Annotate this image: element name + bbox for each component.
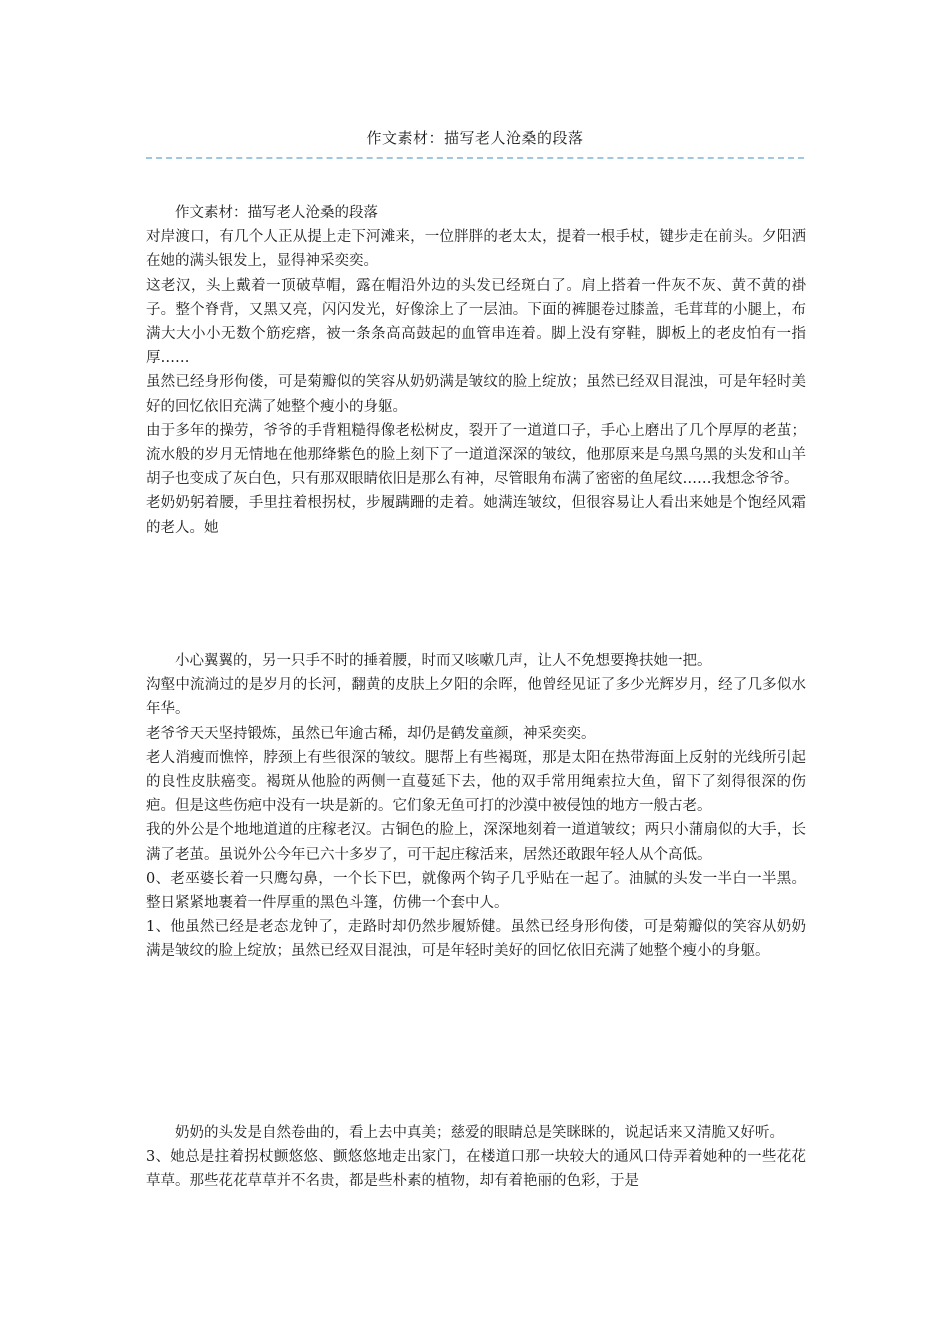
paragraph: 我的外公是个地地道道的庄稼老汉。古铜色的脸上，深深地刻着一道道皱纹；两只小蒲扇似的大手，长满了老茧。虽说外公今年已六十多岁了，可干起庄稼活来，居然还敢跟年轻人从个高低。 [146, 822, 806, 863]
paragraph: 0、老巫婆长着一只鹰勾鼻，一个长下巴，就像两个钩子几乎贴在一起了。油腻的头发一半白一半黑。整日紧紧地裹着一件厚重的黑色斗篷，仿佛一个套中人。 [146, 870, 806, 912]
paragraph: 由于多年的操劳，爷爷的手背粗糙得像老松树皮，裂开了一道道口子，手心上磨出了几个厚厚的老茧；流水般的岁月无情地在他那绛紫色的脸上刻下了一道道深深的皱纹，他那原来是乌黑乌黑的头发和山羊胡子也变成了灰白色，只有那双眼睛依旧是那么有神，尽管眼角布满了密密的鱼尾纹……我想念爷爷。 [146, 422, 806, 488]
paragraph: 沟壑中流淌过的是岁月的长河，翻黄的皮肤上夕阳的余晖，他曾经见证了多少光辉岁月，经了几多似水年华。 [146, 677, 806, 718]
text-block-1 [146, 201, 806, 540]
paragraph: 3、她总是拄着拐杖颤悠悠、颤悠悠地走出家门，在楼道口那一块较大的通风口侍弄着她种的一些花花草草。那些花花草草并不名贵，都是些朴素的植物，却有着艳丽的色彩，于是 [146, 1149, 806, 1190]
paragraph: 小心翼翼的，另一只手不时的捶着腰，时而又咳嗽几声，让人不免想要搀扶她一把。 [175, 653, 712, 669]
paragraph: 老爷爷天天坚持锻炼，虽然已年逾古稀，却仍是鹤发童颜，神采奕奕。 [146, 725, 596, 742]
paragraph: 老奶奶躬着腰，手里拄着根拐杖，步履蹒跚的走着。她满连皱纹，但很容易让人看出来她是个饱经风霜的老人。她 [146, 495, 806, 536]
text-block-3 [146, 1121, 806, 1194]
text-block-2 [146, 649, 806, 964]
paragraph: 作文素材：描写老人沧桑的段落 [175, 205, 378, 221]
paragraph: 奶奶的头发是自然卷曲的，看上去中真美；慈爱的眼睛总是笑眯眯的，说起话来又清脆又好听。 [175, 1125, 784, 1141]
document-title: 作文素材：描写老人沧桑的段落 [366, 129, 584, 147]
paragraph: 虽然已经身形佝偻，可是菊瓣似的笑容从奶奶满是皱纹的脸上绽放；虽然已经双目混浊，可是年轻时美好的回忆依旧充满了她整个瘦小的身躯。 [146, 374, 806, 415]
title-divider [146, 157, 804, 159]
paragraph: 老人消瘦而憔悴，脖颈上有些很深的皱纹。腮帮上有些褐斑，那是太阳在热带海面上反射的光线所引起的良性皮肤癌变。褐斑从他脸的两侧一直蔓延下去，他的双手常用绳索拉大鱼，留下了刻得很深的伤疤。但是这些伤疤中没有一块是新的。它们象无鱼可打的沙漠中被侵蚀的地方一般古老。 [146, 749, 806, 815]
paragraph: 这老汉，头上戴着一顶破草帽，露在帽沿外边的头发已经斑白了。肩上搭着一件灰不灰、黄不黄的褂子。整个脊背，又黑又亮，闪闪发光，好像涂上了一层油。下面的裤腿卷过膝盖，毛茸茸的小腿上，布满大大小小无数个筋疙瘩，被一条条高高鼓起的血管串连着。脚上没有穿鞋，脚板上的老皮怕有一指厚…… [146, 277, 806, 367]
paragraph: 对岸渡口，有几个人正从提上走下河滩来，一位胖胖的老太太，提着一根手杖，键步走在前头。夕阳洒在她的满头银发上，显得神采奕奕。 [146, 229, 806, 270]
paragraph: 1、他虽然已经是老态龙钟了，走路时却仍然步履矫健。虽然已经身形佝偻，可是菊瓣似的笑容从奶奶满是皱纹的脸上绽放；虽然已经双目混浊，可是年轻时美好的回忆依旧充满了她整个瘦小的身躯。 [146, 919, 806, 960]
